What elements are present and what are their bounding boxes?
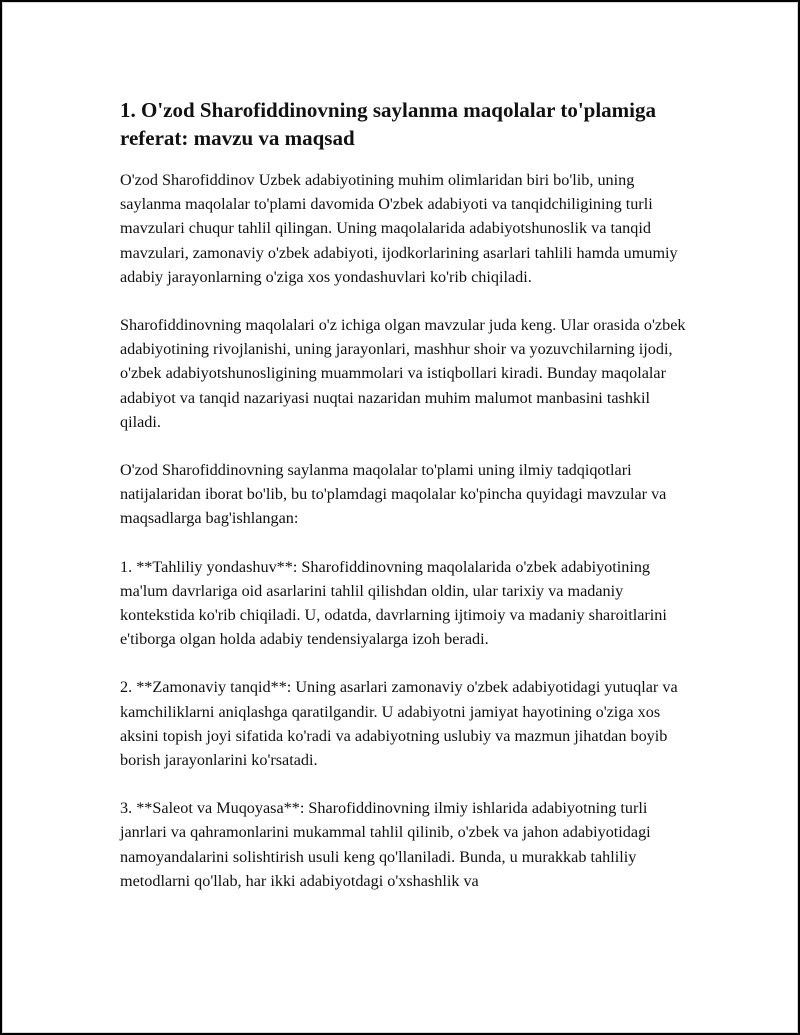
list-item-analytical-approach: 1. **Tahliliy yondashuv**: Sharofiddinovning maqolalarida o'zbek adabiyotining ma'lum davrlariga oid asarlarini tahlil qilishdan oldin, ular tarixiy va madaniy kontekstida ko'rib chiqiladi. U, odatda, davrlarning ijtimoiy va madaniy sharoitlarini e'tiborga olgan holda adabiy tendensiyalarga izoh beradi. — [120, 557, 667, 649]
document-title: 1. O'zod Sharofiddinovning saylanma maqolalar to'plamiga referat: mavzu va maqsad — [120, 98, 656, 150]
paragraph-collection: O'zod Sharofiddinovning saylanma maqolalar to'plami uning ilmiy tadqiqotlari natijalaridan iborat bo'lib, bu to'plamdagi maqolalar ko'pincha quyidagi mavzular va maqsadlarga bag'ishlangan: — [120, 461, 667, 528]
paragraph-intro: O'zod Sharofiddinov Uzbek adabiyotining muhim olimlaridan biri bo'lib, uning saylanma maqolalar to'plami davomida O'zbek adabiyoti va tanqidchiligining turli mavzulari chuqur tahlil qilingan. Uning maqolalarida adabiyotshunoslik va tanqid mavzulari, zamonaviy o'zbek adabiyoti, ijodkorlarining asarlari tahlili hamda umumiy adabiy jarayonlarning o'ziga xos yondashuvlari ko'rib chiqiladi. — [120, 171, 678, 286]
list-item-comparison: 3. **Saleot va Muqoyasa**: Sharofiddinovning ilmiy ishlarida adabiyotning turli janrlari va qahramonlarini mukammal tahlil qilinib, o'zbek va jahon adabiyotidagi namoyandalarini solishtirish usuli keng qo'llaniladi. Bunda, u murakkab tahliliy metodlarni qo'llab, har ikki adabiyotdagi o'xshashlik va — [120, 799, 651, 890]
document-content — [120, 96, 686, 917]
paragraph-topics: Sharofiddinovning maqolalari o'z ichiga olgan mavzular juda keng. Ular orasida o'zbek adabiyotining rivojlanishi, uning jarayonlari, mashhur shoir va yozuvchilarning ijodi, o'zbek adabiyotshunosligining muammolari va istiqbollari kiradi. Bunday maqolalar adabiyot va tanqid nazariyasi nuqtai nazaridan muhim malumot manbasini tashkil qiladi. — [120, 316, 686, 431]
list-item-modern-criticism: 2. **Zamonaviy tanqid**: Uning asarlari zamonaviy o'zbek adabiyotidagi yutuqlar va kamchiliklarni aniqlashga qaratilgandir. U adabiyotni jamiyat hayotining o'ziga xos aksini topish joyi sifatida ko'radi va adabiyotning uslubiy va mazmun jihatdan boyib borish jarayonlarini ko'rsatadi. — [120, 678, 678, 770]
